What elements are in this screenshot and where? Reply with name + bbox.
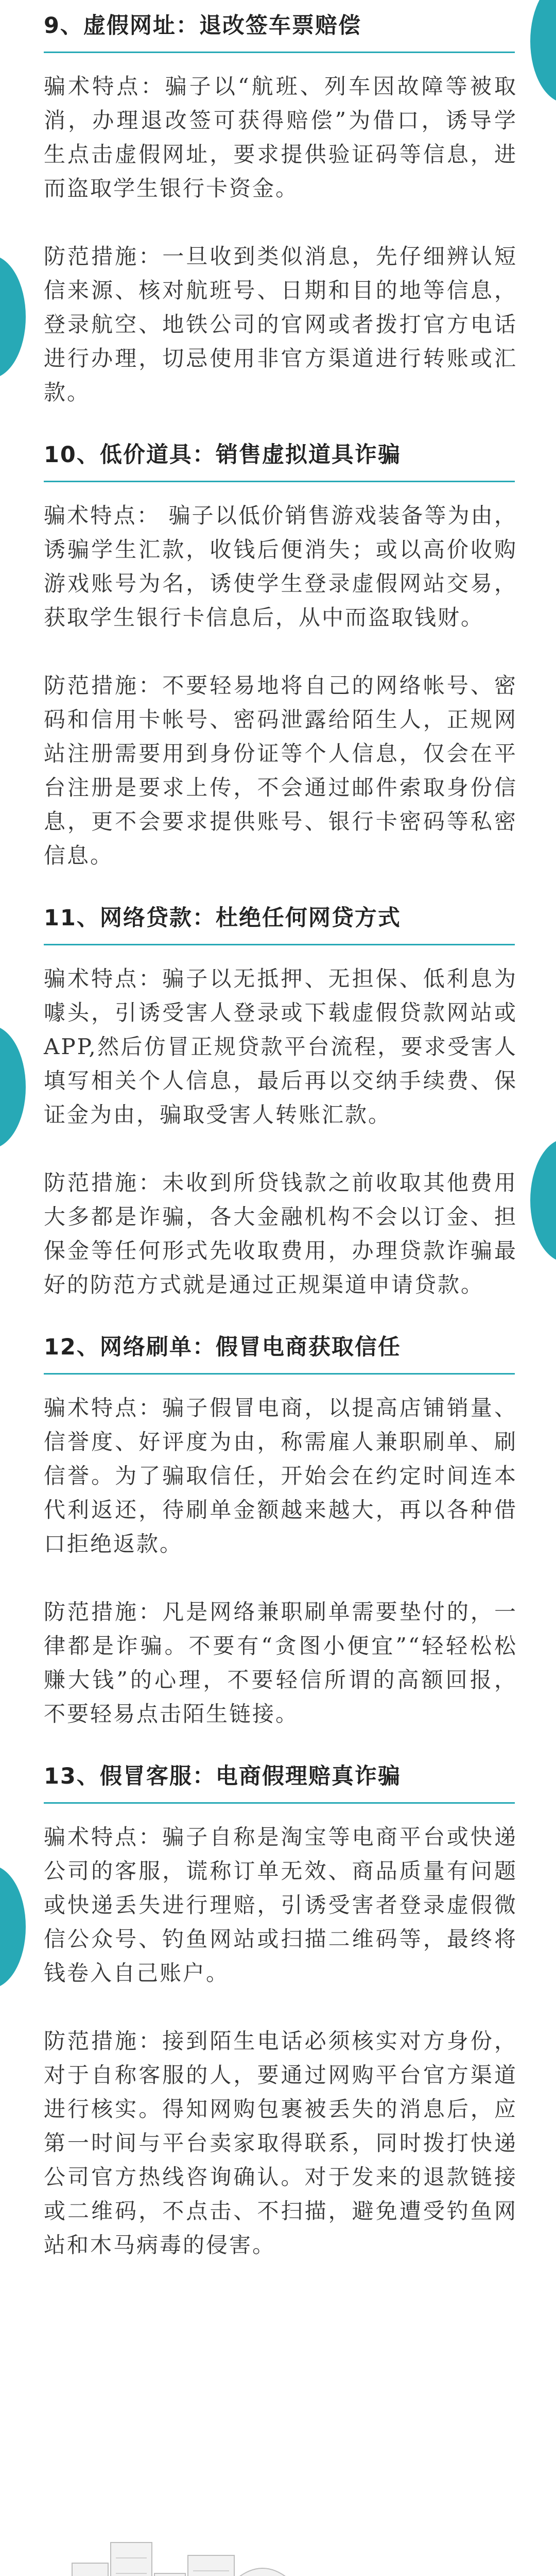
decor-blob	[0, 1025, 26, 1149]
trick-paragraph: 骗术特点：骗子假冒电商，以提高店铺销量、信誉度、好评度为由，称需雇人兼职刷单、刷信誉。为了骗取信任，开始会在约定时间连本代利返还，待刷单金额越来越大，再以各种借口拒绝返款。	[44, 1395, 517, 1556]
decor-blob	[0, 255, 26, 379]
divider	[44, 944, 515, 945]
section-9	[44, 10, 517, 410]
article-body	[44, 10, 517, 2262]
trick-paragraph: 骗术特点： 骗子以低价销售游戏装备等为由，诱骗学生汇款，收钱后便消失；或以高价收购游戏账号为名，诱使学生登录虚假网站交易，获取学生银行卡信息后，从中而盗取钱财。	[44, 503, 517, 630]
section-12	[44, 1332, 517, 1731]
divider	[44, 1802, 515, 1804]
divider	[44, 52, 515, 53]
campus-skyline-illustration	[0, 2506, 556, 2576]
prevent-paragraph: 防范措施：凡是网络兼职刷单需要垫付的，一律都是诈骗。不要有“贪图小便宜”“轻轻松松赚大钱”的心理，不要轻信所谓的高额回报，不要轻易点击陌生链接。	[44, 1599, 517, 1726]
section-title: 9、虚假网址：退改签车票赔偿	[44, 13, 361, 39]
section-title: 13、假冒客服：电商假理赔真诈骗	[44, 1764, 401, 1789]
section-10	[44, 439, 517, 873]
section-title: 10、低价道具：销售虚拟道具诈骗	[44, 442, 401, 468]
prevent-paragraph: 防范措施：未收到所贷钱款之前收取其他费用大多都是诈骗，各大金融机构不会以订金、担保金等任何形式先收取费用，办理贷款诈骗最好的防范方式就是通过正规渠道申请贷款。	[44, 1170, 517, 1297]
footer-skyline	[0, 2506, 556, 2576]
prevent-paragraph: 防范措施：一旦收到类似消息，先仔细辨认短信来源、核对航班号、日期和目的地等信息，登录航空、地铁公司的官网或者拨打官方电话进行办理，切忌使用非官方渠道进行转账或汇款。	[44, 244, 517, 405]
divider	[44, 1373, 515, 1375]
prevent-paragraph: 防范措施：不要轻易地将自己的网络帐号、密码和信用卡帐号、密码泄露给陌生人，正规网站注册需要用到身份证等个人信息，仅会在平台注册是要求上传，不会通过邮件索取身份信息，更不会要求提供账号、银行卡密码等私密信息。	[44, 673, 517, 868]
decor-blob	[530, 0, 556, 103]
decor-blob	[0, 1865, 26, 1989]
section-13	[44, 1761, 517, 2262]
trick-paragraph: 骗术特点：骗子自称是淘宝等电商平台或快递公司的客服，谎称订单无效、商品质量有问题或快递丢失进行理赔，引诱受害者登录虚假微信公众号、钓鱼网站或扫描二维码等，最终将钱卷入自己账户。	[44, 1824, 517, 1986]
section-11	[44, 903, 517, 1302]
section-title: 11、网络贷款：杜绝任何网贷方式	[44, 905, 401, 931]
section-title: 12、网络刷单：假冒电商获取信任	[44, 1334, 401, 1360]
decor-blob	[530, 1139, 556, 1262]
trick-paragraph: 骗术特点：骗子以“航班、列车因故障等被取消，办理退改签可获得赔偿”为借口，诱导学生点击虚假网址，要求提供验证码等信息，进而盗取学生银行卡资金。	[44, 74, 517, 201]
divider	[44, 481, 515, 482]
prevent-paragraph: 防范措施：接到陌生电话必须核实对方身份，对于自称客服的人，要通过网购平台官方渠道进行核实。得知网购包裹被丢失的消息后，应第一时间与平台卖家取得联系，同时拨打快递公司官方热线咨询确认。对于发来的退款链接或二维码，不点击、不扫描，避免遭受钓鱼网站和木马病毒的侵害。	[44, 2028, 517, 2258]
trick-paragraph: 骗术特点：骗子以无抵押、无担保、低利息为噱头，引诱受害人登录或下载虚假贷款网站或APP,然后仿冒正规贷款平台流程，要求受害人填写相关个人信息，最后再以交纳手续费、保证金为由，骗取受害人转账汇款。	[44, 966, 517, 1127]
